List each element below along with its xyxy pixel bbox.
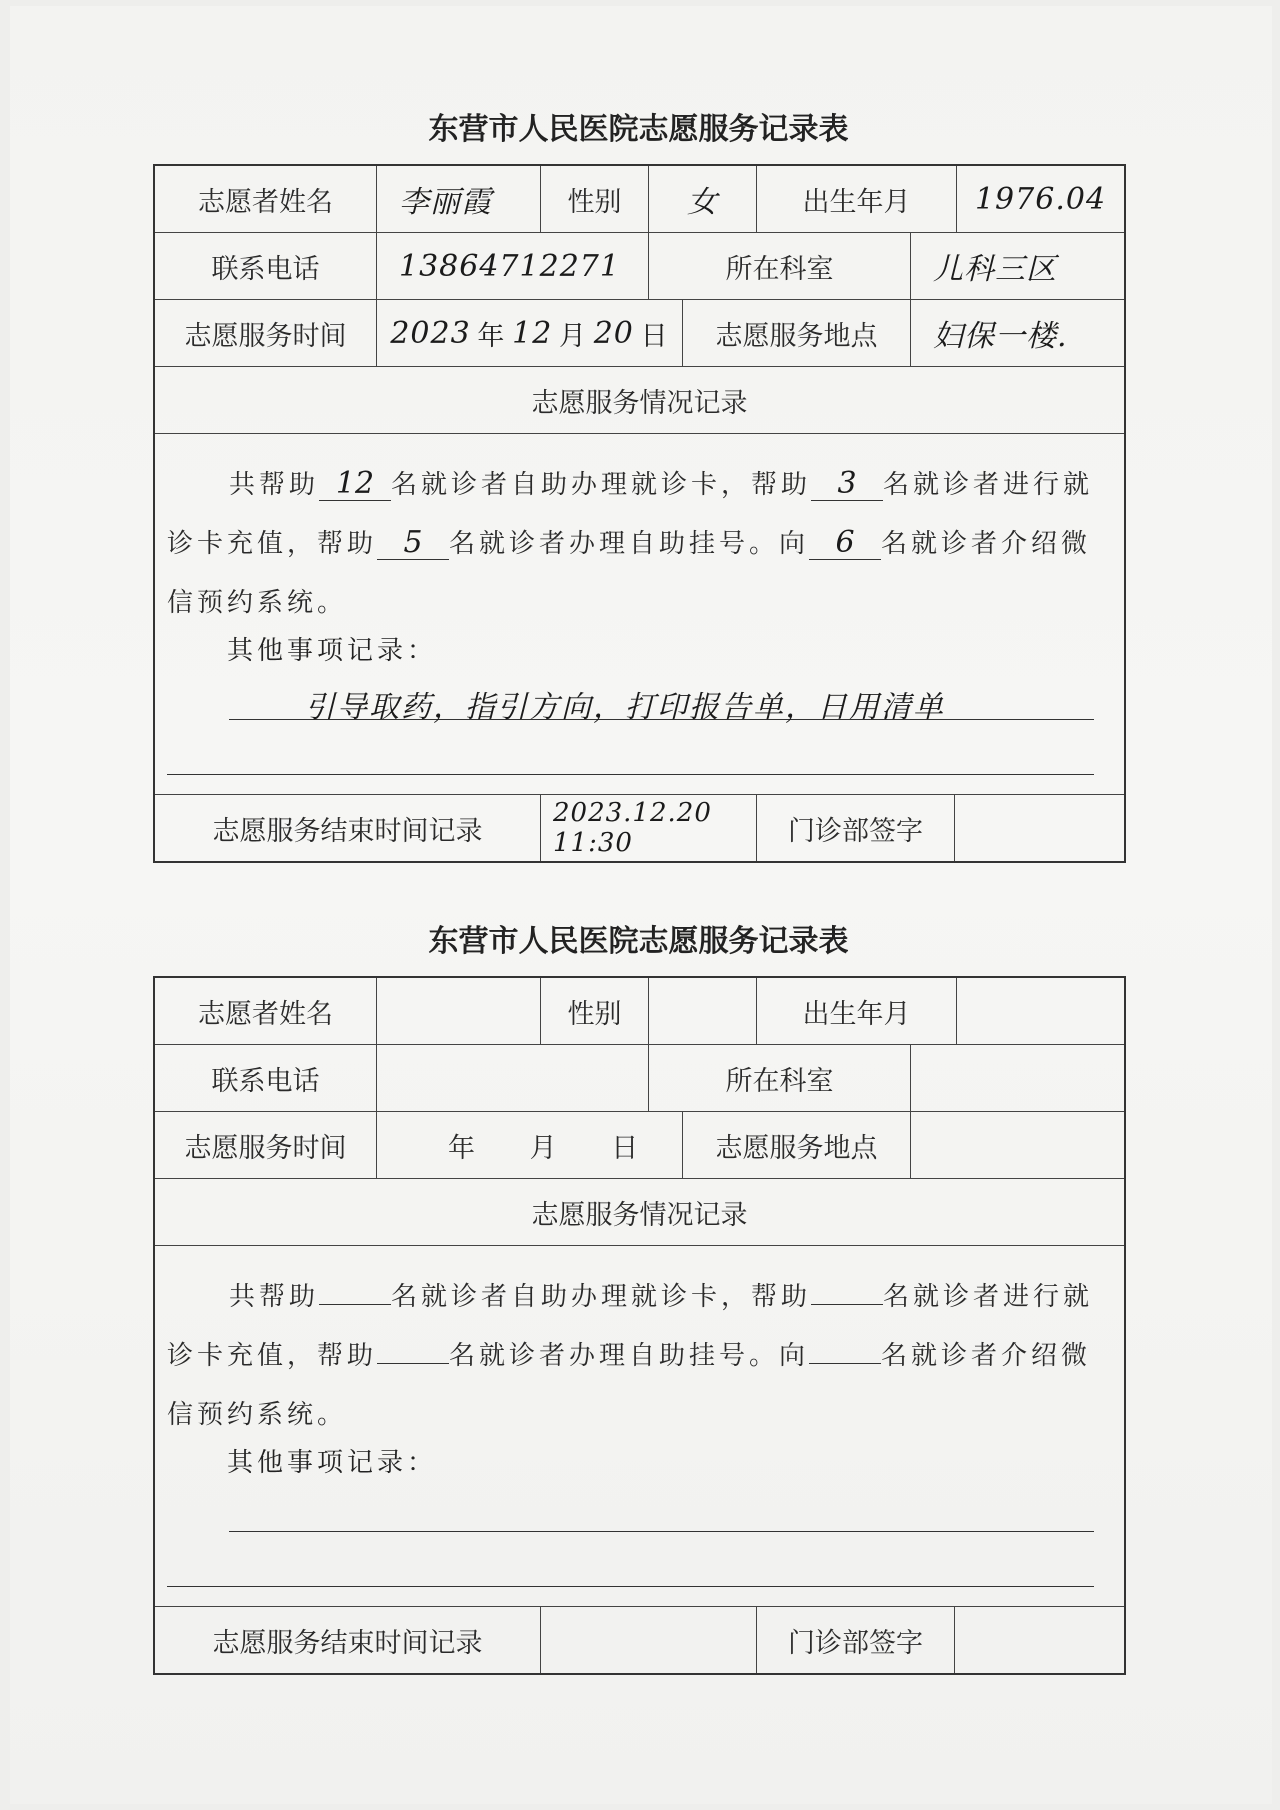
service-time-label: 志愿服务时间 <box>155 300 377 366</box>
other-notes-label: 其他事项记录： <box>227 1448 438 1478</box>
service-place-field[interactable] <box>911 1112 1124 1178</box>
month-unit: 月 <box>559 320 587 352</box>
phone-field[interactable] <box>377 1045 649 1111</box>
service-place-field[interactable]: 妇保一楼. <box>933 319 1068 354</box>
gender-label: 性别 <box>541 978 649 1044</box>
dept-label: 所在科室 <box>649 1045 911 1111</box>
section-title: 志愿服务情况记录 <box>531 387 748 419</box>
name-field[interactable]: 李丽霞 <box>377 166 541 232</box>
other-notes-line-2[interactable] <box>167 774 1094 775</box>
register-count-field[interactable] <box>377 1363 449 1364</box>
service-time-label: 志愿服务时间 <box>155 1112 377 1178</box>
phone-field[interactable]: 13864712271 <box>377 233 649 299</box>
end-time-label: 志愿服务结束时间记录 <box>155 795 541 861</box>
service-record-text <box>167 1268 1110 1445</box>
form-title: 东营市人民医院志愿服务记录表 <box>428 924 849 959</box>
text-part: 名就诊者介绍微信预约系统。 <box>167 1341 1092 1430</box>
service-date-field[interactable] <box>377 300 683 366</box>
paper-sheet <box>10 6 1272 1804</box>
text-part: 名就诊者介绍微信预约系统。 <box>167 529 1092 618</box>
dept-field[interactable]: 儿科三区 <box>933 252 1057 287</box>
signature-field[interactable] <box>955 1607 1124 1673</box>
other-notes-line-1[interactable]: 引导取药，指引方向，打印报告单，日用清单 <box>229 682 1094 720</box>
service-place-label: 志愿服务地点 <box>683 300 911 366</box>
recharge-count-field[interactable]: 3 <box>811 468 883 501</box>
dept-field[interactable] <box>911 1045 1124 1111</box>
end-time-label: 志愿服务结束时间记录 <box>155 1607 541 1673</box>
gender-field[interactable] <box>649 978 757 1044</box>
volunteer-record-form-1 <box>153 102 1124 863</box>
service-record-area <box>155 434 1124 795</box>
service-place-label: 志愿服务地点 <box>683 1112 911 1178</box>
year-unit: 年 <box>447 1132 475 1164</box>
day-unit: 日 <box>640 320 669 352</box>
text-part: 名就诊者自助办理就诊卡，帮助 <box>391 470 812 500</box>
text-part: 名就诊者办理自助挂号。向 <box>449 529 810 559</box>
name-label: 志愿者姓名 <box>155 166 377 232</box>
service-record-text <box>167 456 1110 633</box>
dept-label: 所在科室 <box>649 233 911 299</box>
gender-label: 性别 <box>541 166 649 232</box>
birth-field[interactable] <box>957 978 1124 1044</box>
month-unit: 月 <box>529 1132 557 1164</box>
day-unit: 日 <box>611 1132 639 1164</box>
text-part: 名就诊者办理自助挂号。向 <box>449 1341 810 1371</box>
name-label: 志愿者姓名 <box>155 978 377 1044</box>
form-title: 东营市人民医院志愿服务记录表 <box>428 112 849 147</box>
name-field[interactable] <box>377 978 541 1044</box>
text-part: 共帮助 <box>229 470 320 500</box>
signature-label: 门诊部签字 <box>757 795 955 861</box>
other-notes-line-2[interactable] <box>167 1586 1094 1587</box>
phone-label: 联系电话 <box>155 233 377 299</box>
card-count-field[interactable] <box>319 1304 391 1305</box>
form-table <box>153 164 1126 863</box>
recharge-count-field[interactable] <box>811 1304 883 1305</box>
service-day: 20 <box>593 315 634 351</box>
birth-field[interactable]: 1976.04 <box>974 181 1107 217</box>
service-month: 12 <box>512 315 553 351</box>
card-count-field[interactable]: 12 <box>319 468 391 501</box>
end-time-field[interactable]: 2023.12.20 11:30 <box>541 795 757 861</box>
wechat-count-field[interactable] <box>809 1363 881 1364</box>
birth-label: 出生年月 <box>757 978 957 1044</box>
wechat-count-field[interactable]: 6 <box>809 527 881 560</box>
service-date-field[interactable] <box>377 1112 683 1178</box>
signature-field[interactable] <box>955 795 1124 861</box>
service-year: 2023 <box>390 315 471 351</box>
section-title: 志愿服务情况记录 <box>531 1199 748 1231</box>
text-part: 共帮助 <box>229 1282 320 1312</box>
other-notes-line-1[interactable] <box>229 1494 1094 1532</box>
year-unit: 年 <box>477 320 506 352</box>
form-table <box>153 976 1126 1675</box>
end-time-field[interactable] <box>541 1607 757 1673</box>
service-record-area <box>155 1246 1124 1607</box>
gender-field[interactable]: 女 <box>649 166 757 232</box>
text-part: 名就诊者自助办理就诊卡，帮助 <box>391 1282 812 1312</box>
signature-label: 门诊部签字 <box>757 1607 955 1673</box>
other-notes-label: 其他事项记录： <box>227 636 438 666</box>
text-part: 名就诊者进行就诊卡充值，帮助 <box>167 470 1094 559</box>
phone-label: 联系电话 <box>155 1045 377 1111</box>
register-count-field[interactable]: 5 <box>377 527 449 560</box>
birth-label: 出生年月 <box>757 166 957 232</box>
volunteer-record-form-2 <box>153 914 1124 1675</box>
text-part: 名就诊者进行就诊卡充值，帮助 <box>167 1282 1094 1371</box>
